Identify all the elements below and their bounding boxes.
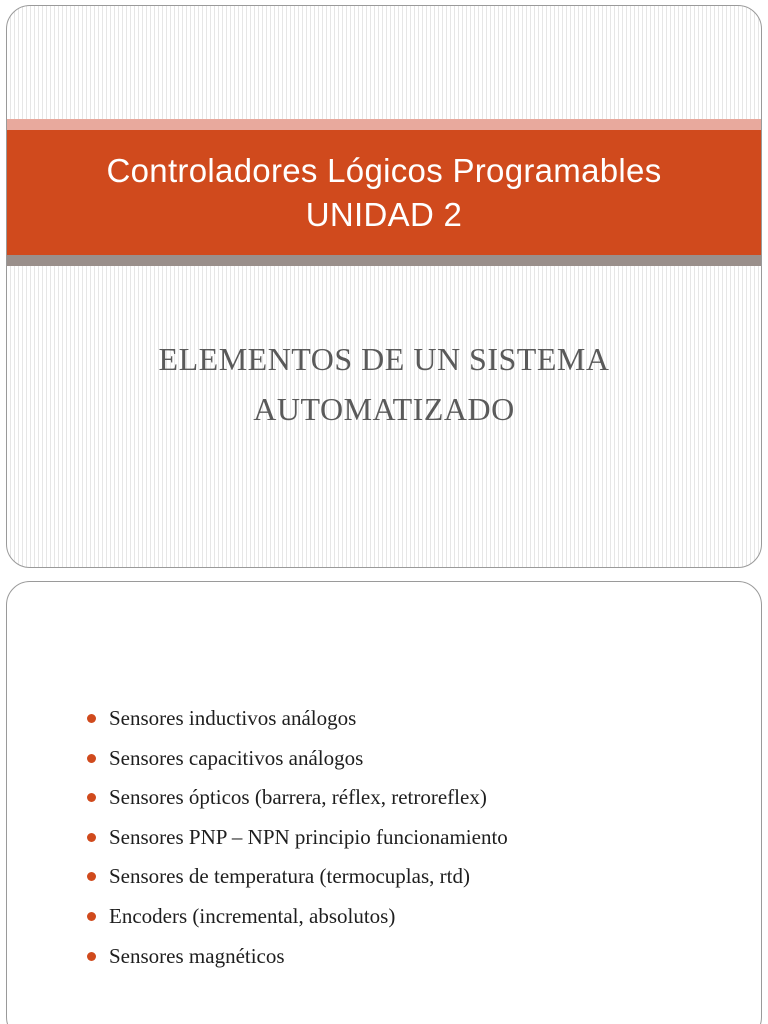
list-item-text: Sensores PNP – NPN principio funcionamiento [109,824,508,849]
list-item [85,739,508,779]
list-item-text: Sensores capacitivos análogos [109,745,364,770]
list-item [85,818,508,858]
list-item-text: Encoders (incremental, absolutos) [109,903,396,928]
bullet-dot-icon [87,833,96,842]
list-item-text: Sensores inductivos análogos [109,706,357,730]
list-item [85,778,508,818]
title-slide [6,5,762,568]
list-item-text: Sensores ópticos (barrera, réflex, retroreflex) [109,785,487,810]
bullet-dot-icon [87,714,96,723]
slide-subtitle-line1: ELEMENTOS DE UN SISTEMA [158,341,610,377]
bullet-dot-icon [87,754,96,763]
slide-title-line2: UNIDAD 2 [305,195,463,233]
slide-title [7,130,761,255]
slide-subtitle-line2: AUTOMATIZADO [253,391,515,427]
title-band-top-stripe [7,119,761,130]
bullet-dot-icon [87,793,96,802]
bullet-dot-icon [87,952,96,961]
list-item-text: Sensores magnéticos [109,943,285,968]
list-item [85,699,508,739]
bullet-list [85,699,508,976]
slide-title-line1: Controladores Lógicos Programables [106,151,662,189]
slide-subtitle [7,334,761,434]
list-item [85,937,508,977]
content-slide [6,581,762,1024]
bullet-dot-icon [87,912,96,921]
bullet-dot-icon [87,872,96,881]
list-item [85,857,508,897]
list-item [85,897,508,937]
title-band-bottom-stripe [7,255,761,266]
list-item-text: Sensores de temperatura (termocuplas, rtd) [109,864,470,889]
